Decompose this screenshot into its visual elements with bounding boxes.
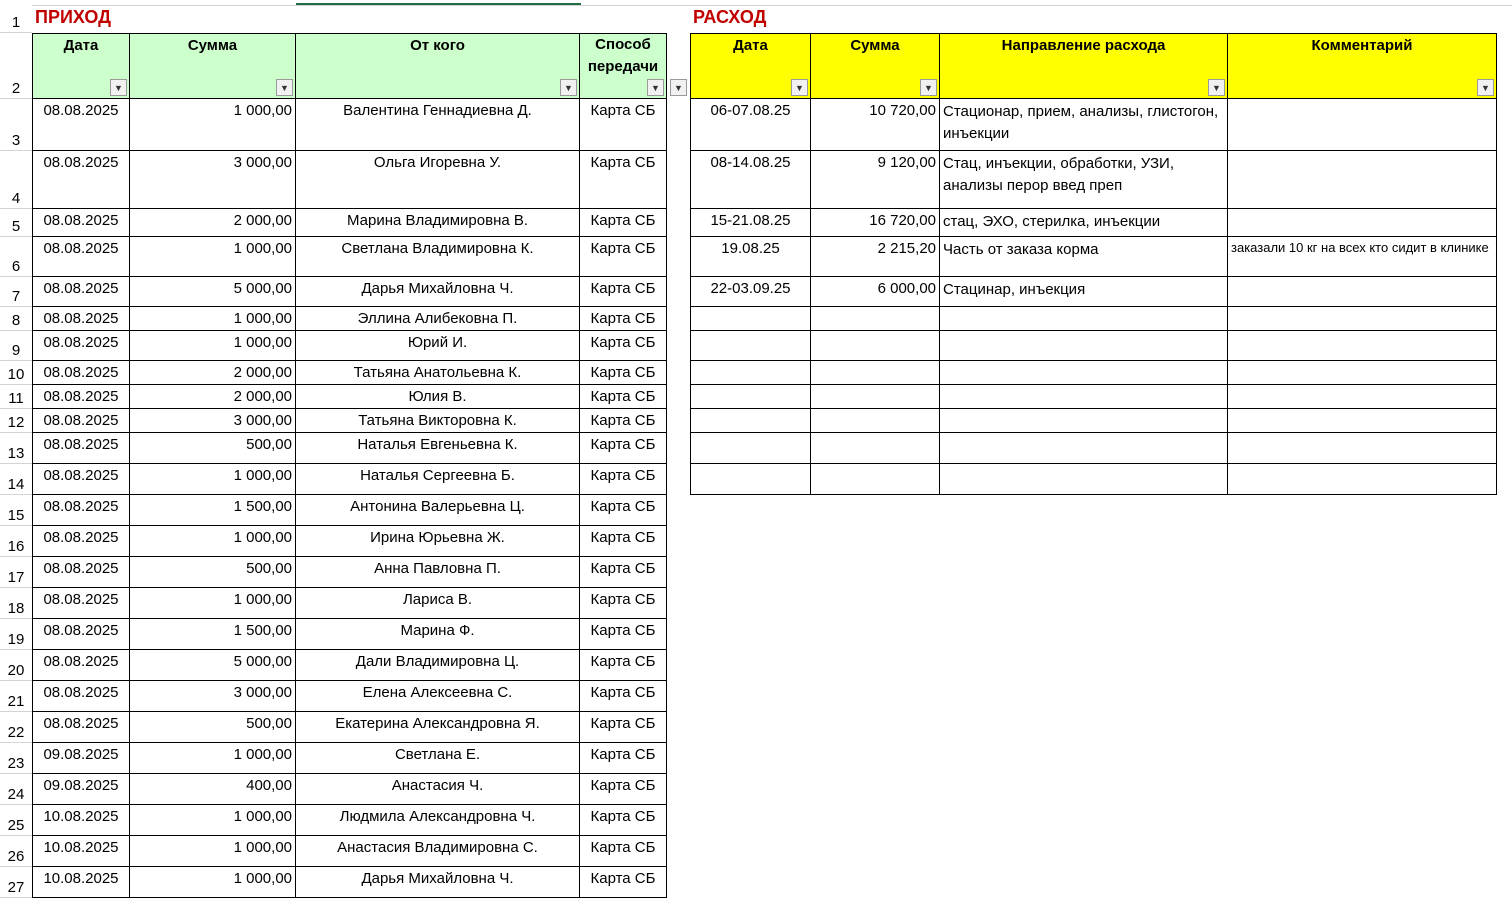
income-cell[interactable]: Елена Алексеевна С. [296, 681, 580, 712]
filter-dropdown-icon[interactable]: ▼ [647, 79, 664, 96]
income-cell[interactable]: 1 000,00 [130, 464, 296, 495]
income-cell[interactable]: 08.08.2025 [32, 209, 130, 237]
income-cell[interactable]: 3 000,00 [130, 151, 296, 209]
income-cell[interactable]: Людмила Александровна Ч. [296, 805, 580, 836]
expense-cell[interactable]: 6 000,00 [811, 277, 940, 307]
expense-cell[interactable] [811, 361, 940, 385]
income-cell[interactable]: 08.08.2025 [32, 331, 130, 361]
expense-cell[interactable] [1228, 331, 1497, 361]
expense-cell[interactable]: Стац, инъекции, обработки, УЗИ, анализы перор введ преп [940, 151, 1228, 209]
expense-cell[interactable] [690, 331, 811, 361]
expense-cell[interactable]: Часть от заказа корма [940, 237, 1228, 277]
income-cell[interactable]: Марина Владимировна В. [296, 209, 580, 237]
income-cell[interactable]: 5 000,00 [130, 650, 296, 681]
expense-header-0[interactable]: Дата [690, 33, 811, 99]
income-cell[interactable]: 3 000,00 [130, 681, 296, 712]
income-cell[interactable]: 2 000,00 [130, 385, 296, 409]
income-cell[interactable]: Светлана Е. [296, 743, 580, 774]
row-number[interactable]: 21 [0, 681, 32, 712]
row-number[interactable]: 4 [0, 151, 32, 209]
expense-cell[interactable]: Стационар, прием, анализы, глистогон, инъекции [940, 99, 1228, 151]
expense-cell[interactable]: Стацинар, инъекция [940, 277, 1228, 307]
income-cell[interactable]: Дарья Михайловна Ч. [296, 867, 580, 898]
income-cell[interactable]: Карта СБ [580, 743, 667, 774]
income-cell[interactable]: Екатерина Александровна Я. [296, 712, 580, 743]
income-cell[interactable]: Марина Ф. [296, 619, 580, 650]
income-cell[interactable]: Карта СБ [580, 209, 667, 237]
income-cell[interactable]: Карта СБ [580, 619, 667, 650]
expense-cell[interactable] [940, 464, 1228, 495]
income-cell[interactable]: 09.08.2025 [32, 743, 130, 774]
income-cell[interactable]: Карта СБ [580, 385, 667, 409]
income-cell[interactable]: Наталья Сергеевна Б. [296, 464, 580, 495]
income-cell[interactable]: 1 000,00 [130, 836, 296, 867]
filter-dropdown-icon[interactable]: ▼ [670, 79, 687, 96]
row-number[interactable]: 24 [0, 774, 32, 805]
row-number[interactable]: 3 [0, 99, 32, 151]
income-cell[interactable]: Юрий И. [296, 331, 580, 361]
income-cell[interactable]: Ольга Игоревна У. [296, 151, 580, 209]
income-cell[interactable]: Карта СБ [580, 712, 667, 743]
income-cell[interactable]: 09.08.2025 [32, 774, 130, 805]
expense-cell[interactable] [811, 307, 940, 331]
expense-header-1[interactable]: Сумма [811, 33, 940, 99]
income-cell[interactable]: 500,00 [130, 557, 296, 588]
income-cell[interactable]: Карта СБ [580, 495, 667, 526]
income-cell[interactable]: 08.08.2025 [32, 307, 130, 331]
income-cell[interactable]: Карта СБ [580, 867, 667, 898]
income-cell[interactable]: 08.08.2025 [32, 588, 130, 619]
expense-cell[interactable] [1228, 464, 1497, 495]
expense-cell[interactable] [1228, 385, 1497, 409]
income-cell[interactable]: Карта СБ [580, 307, 667, 331]
expense-cell[interactable] [1228, 209, 1497, 237]
expense-cell[interactable] [690, 433, 811, 464]
income-cell[interactable]: Антонина Валерьевна Ц. [296, 495, 580, 526]
row-number[interactable]: 12 [0, 409, 32, 433]
income-cell[interactable]: 1 000,00 [130, 307, 296, 331]
expense-cell[interactable]: заказали 10 кг на всех кто сидит в клинике [1228, 237, 1497, 277]
income-cell[interactable]: 08.08.2025 [32, 650, 130, 681]
filter-dropdown-icon[interactable]: ▼ [920, 79, 937, 96]
row-number[interactable]: 26 [0, 836, 32, 867]
expense-cell[interactable]: стац, ЭХО, стерилка, инъекции [940, 209, 1228, 237]
income-cell[interactable]: Карта СБ [580, 650, 667, 681]
income-cell[interactable]: Карта СБ [580, 588, 667, 619]
expense-cell[interactable]: 08-14.08.25 [690, 151, 811, 209]
expense-cell[interactable] [1228, 409, 1497, 433]
expense-cell[interactable] [1228, 277, 1497, 307]
income-cell[interactable]: Карта СБ [580, 99, 667, 151]
expense-cell[interactable] [690, 307, 811, 331]
expense-cell[interactable] [940, 307, 1228, 331]
expense-cell[interactable] [940, 385, 1228, 409]
income-title: ПРИХОД [35, 7, 112, 27]
income-cell[interactable]: 1 000,00 [130, 526, 296, 557]
income-cell[interactable]: 10.08.2025 [32, 836, 130, 867]
income-cell[interactable]: Карта СБ [580, 331, 667, 361]
row-number[interactable]: 23 [0, 743, 32, 774]
row-number[interactable]: 9 [0, 331, 32, 361]
expense-cell[interactable] [690, 464, 811, 495]
income-cell[interactable]: 1 000,00 [130, 867, 296, 898]
row-number[interactable]: 15 [0, 495, 32, 526]
row-number[interactable]: 22 [0, 712, 32, 743]
expense-cell[interactable] [690, 409, 811, 433]
income-header-3[interactable]: Способ передачи [580, 33, 667, 99]
expense-cell[interactable]: 15-21.08.25 [690, 209, 811, 237]
income-cell[interactable]: Ирина Юрьевна Ж. [296, 526, 580, 557]
income-cell[interactable]: 400,00 [130, 774, 296, 805]
row-number[interactable]: 19 [0, 619, 32, 650]
expense-cell[interactable] [1228, 151, 1497, 209]
income-cell[interactable]: 08.08.2025 [32, 619, 130, 650]
filter-dropdown-icon[interactable]: ▼ [1477, 79, 1494, 96]
income-cell[interactable]: Дарья Михайловна Ч. [296, 277, 580, 307]
expense-cell[interactable] [690, 361, 811, 385]
income-cell[interactable]: Лариса В. [296, 588, 580, 619]
income-cell[interactable]: Карта СБ [580, 151, 667, 209]
income-cell[interactable]: Татьяна Викторовна К. [296, 409, 580, 433]
income-cell[interactable]: Карта СБ [580, 409, 667, 433]
filter-dropdown-icon[interactable]: ▼ [560, 79, 577, 96]
expense-cell[interactable] [940, 331, 1228, 361]
expense-cell[interactable] [1228, 361, 1497, 385]
expense-title: РАСХОД [693, 7, 767, 27]
selected-column-indicator [296, 3, 581, 5]
income-cell[interactable]: 1 500,00 [130, 495, 296, 526]
income-cell[interactable]: Анастасия Ч. [296, 774, 580, 805]
row-number[interactable]: 18 [0, 588, 32, 619]
expense-cell[interactable]: 22-03.09.25 [690, 277, 811, 307]
income-cell[interactable]: 08.08.2025 [32, 495, 130, 526]
expense-cell[interactable] [1228, 307, 1497, 331]
expense-header-2[interactable]: Направление расхода [940, 33, 1228, 99]
income-cell[interactable]: Эллина Алибековна П. [296, 307, 580, 331]
income-cell[interactable]: 1 500,00 [130, 619, 296, 650]
income-cell[interactable]: 08.08.2025 [32, 237, 130, 277]
income-cell[interactable]: 1 000,00 [130, 237, 296, 277]
income-cell[interactable]: Карта СБ [580, 464, 667, 495]
row-number[interactable]: 6 [0, 237, 32, 277]
income-cell[interactable]: Карта СБ [580, 433, 667, 464]
income-cell[interactable]: 08.08.2025 [32, 526, 130, 557]
row-number[interactable]: 25 [0, 805, 32, 836]
income-cell[interactable]: 500,00 [130, 433, 296, 464]
income-cell[interactable]: Карта СБ [580, 836, 667, 867]
income-cell[interactable]: 08.08.2025 [32, 433, 130, 464]
income-cell[interactable]: 2 000,00 [130, 209, 296, 237]
row-number[interactable]: 27 [0, 867, 32, 898]
row-number[interactable]: 17 [0, 557, 32, 588]
expense-cell[interactable] [811, 331, 940, 361]
income-cell[interactable]: Татьяна Анатольевна К. [296, 361, 580, 385]
income-cell[interactable]: 08.08.2025 [32, 385, 130, 409]
expense-cell[interactable]: 06-07.08.25 [690, 99, 811, 151]
income-cell[interactable]: Карта СБ [580, 526, 667, 557]
expense-cell[interactable] [1228, 433, 1497, 464]
filter-dropdown-icon[interactable]: ▼ [791, 79, 808, 96]
income-cell[interactable]: Анастасия Владимировна С. [296, 836, 580, 867]
income-cell[interactable]: Карта СБ [580, 805, 667, 836]
income-header-0[interactable]: Дата [32, 33, 130, 99]
filter-dropdown-icon[interactable]: ▼ [1208, 79, 1225, 96]
income-cell[interactable]: Карта СБ [580, 237, 667, 277]
filter-dropdown-icon[interactable]: ▼ [110, 79, 127, 96]
income-cell[interactable]: Карта СБ [580, 277, 667, 307]
income-cell[interactable]: 500,00 [130, 712, 296, 743]
income-cell[interactable]: Светлана Владимировна К. [296, 237, 580, 277]
expense-header-3[interactable]: Комментарий [1228, 33, 1497, 99]
income-cell[interactable]: 10.08.2025 [32, 867, 130, 898]
row-number[interactable]: 7 [0, 277, 32, 307]
expense-cell[interactable] [940, 361, 1228, 385]
expense-cell[interactable] [940, 433, 1228, 464]
income-cell[interactable]: 08.08.2025 [32, 557, 130, 588]
row-number[interactable]: 1 [0, 5, 32, 33]
income-cell[interactable]: 1 000,00 [130, 588, 296, 619]
expense-cell[interactable] [940, 409, 1228, 433]
income-cell[interactable]: 1 000,00 [130, 331, 296, 361]
income-header-1[interactable]: Сумма [130, 33, 296, 99]
income-cell[interactable]: Карта СБ [580, 774, 667, 805]
income-cell[interactable]: Карта СБ [580, 557, 667, 588]
income-cell[interactable]: 2 000,00 [130, 361, 296, 385]
row-number[interactable]: 14 [0, 464, 32, 495]
expense-cell[interactable]: 9 120,00 [811, 151, 940, 209]
income-header-2[interactable]: От кого [296, 33, 580, 99]
income-cell[interactable]: 1 000,00 [130, 805, 296, 836]
expense-cell[interactable]: 16 720,00 [811, 209, 940, 237]
income-cell[interactable]: Валентина Геннадиевна Д. [296, 99, 580, 151]
expense-cell[interactable] [811, 464, 940, 495]
income-cell[interactable]: 1 000,00 [130, 743, 296, 774]
expense-cell[interactable] [690, 385, 811, 409]
income-cell[interactable]: 08.08.2025 [32, 361, 130, 385]
income-cell[interactable]: 08.08.2025 [32, 712, 130, 743]
income-cell[interactable]: 08.08.2025 [32, 99, 130, 151]
income-cell[interactable]: 08.08.2025 [32, 151, 130, 209]
expense-cell[interactable] [811, 409, 940, 433]
row-number[interactable]: 10 [0, 361, 32, 385]
income-cell[interactable]: Карта СБ [580, 361, 667, 385]
income-cell[interactable]: Карта СБ [580, 681, 667, 712]
income-cell[interactable]: 08.08.2025 [32, 409, 130, 433]
row-number[interactable]: 2 [0, 33, 32, 99]
income-cell[interactable]: 08.08.2025 [32, 464, 130, 495]
filter-dropdown-icon[interactable]: ▼ [276, 79, 293, 96]
income-cell[interactable]: Дали Владимировна Ц. [296, 650, 580, 681]
income-cell[interactable]: 1 000,00 [130, 99, 296, 151]
income-cell[interactable]: Наталья Евгеньевна К. [296, 433, 580, 464]
income-cell[interactable]: 5 000,00 [130, 277, 296, 307]
income-cell[interactable]: 08.08.2025 [32, 277, 130, 307]
income-cell[interactable]: 3 000,00 [130, 409, 296, 433]
income-cell[interactable]: 08.08.2025 [32, 681, 130, 712]
income-cell[interactable]: Юлия В. [296, 385, 580, 409]
row-number[interactable]: 5 [0, 209, 32, 237]
row-number[interactable]: 16 [0, 526, 32, 557]
row-number[interactable]: 8 [0, 307, 32, 331]
row-number[interactable]: 13 [0, 433, 32, 464]
expense-cell[interactable] [811, 433, 940, 464]
expense-cell[interactable]: 10 720,00 [811, 99, 940, 151]
expense-cell[interactable] [811, 385, 940, 409]
row-number[interactable]: 11 [0, 385, 32, 409]
expense-cell[interactable]: 19.08.25 [690, 237, 811, 277]
income-cell[interactable]: 10.08.2025 [32, 805, 130, 836]
expense-cell[interactable] [1228, 99, 1497, 151]
expense-cell[interactable]: 2 215,20 [811, 237, 940, 277]
row-number[interactable]: 20 [0, 650, 32, 681]
income-cell[interactable]: Анна Павловна П. [296, 557, 580, 588]
